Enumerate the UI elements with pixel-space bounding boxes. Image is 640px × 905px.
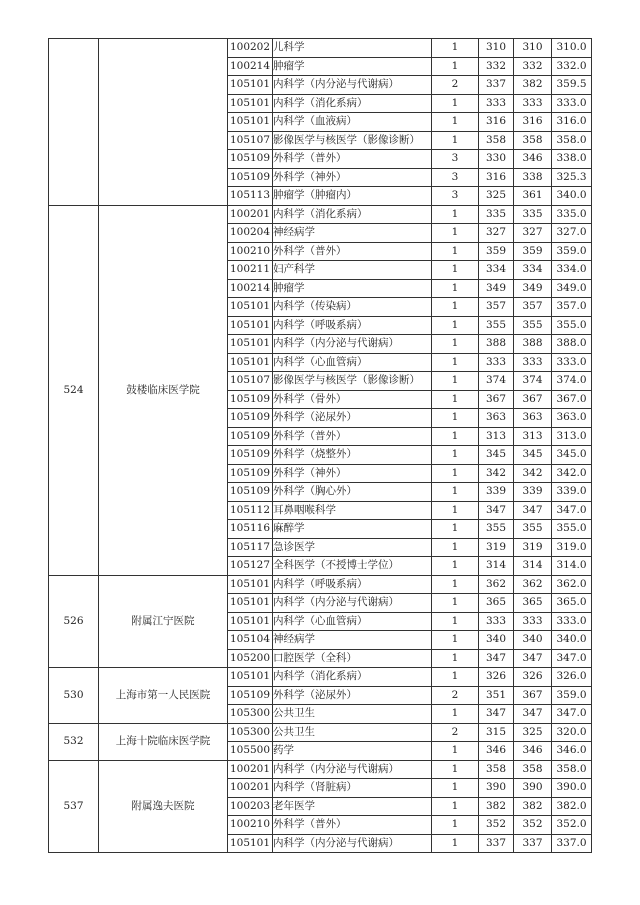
admitted-count-cell: 1	[432, 760, 479, 779]
major-name-cell: 外科学（普外）	[273, 427, 432, 446]
major-code-cell: 100203	[228, 797, 273, 816]
major-name-cell: 影像医学与核医学（影像诊断）	[273, 372, 432, 391]
max-score-cell: 359	[514, 242, 552, 261]
avg-score-cell: 357.0	[552, 298, 592, 317]
max-score-cell: 358	[514, 760, 552, 779]
admitted-count-cell: 1	[432, 390, 479, 409]
major-name-cell: 肿瘤学（肿瘤内）	[273, 187, 432, 206]
avg-score-cell: 347.0	[552, 705, 592, 724]
max-score-cell: 342	[514, 464, 552, 483]
admitted-count-cell: 1	[432, 557, 479, 576]
max-score-cell: 332	[514, 57, 552, 76]
admitted-count-cell: 1	[432, 298, 479, 317]
admitted-count-cell: 2	[432, 723, 479, 742]
max-score-cell: 346	[514, 150, 552, 169]
max-score-cell: 338	[514, 168, 552, 187]
min-score-cell: 365	[479, 594, 514, 613]
min-score-cell: 367	[479, 390, 514, 409]
min-score-cell: 316	[479, 168, 514, 187]
max-score-cell: 319	[514, 538, 552, 557]
major-code-cell: 105109	[228, 446, 273, 465]
major-name-cell: 内科学（内分泌与代谢病）	[273, 834, 432, 853]
major-code-cell: 105101	[228, 335, 273, 354]
max-score-cell: 325	[514, 723, 552, 742]
avg-score-cell: 365.0	[552, 594, 592, 613]
major-code-cell: 105101	[228, 298, 273, 317]
admitted-count-cell: 1	[432, 501, 479, 520]
avg-score-cell: 316.0	[552, 113, 592, 132]
avg-score-cell: 352.0	[552, 816, 592, 835]
major-code-cell: 105117	[228, 538, 273, 557]
major-name-cell: 神经病学	[273, 631, 432, 650]
major-name-cell: 内科学（内分泌与代谢病）	[273, 760, 432, 779]
major-name-cell: 内科学（心血管病）	[273, 353, 432, 372]
major-code-cell: 105101	[228, 594, 273, 613]
min-score-cell: 358	[479, 760, 514, 779]
avg-score-cell: 313.0	[552, 427, 592, 446]
min-score-cell: 346	[479, 742, 514, 761]
max-score-cell: 345	[514, 446, 552, 465]
avg-score-cell: 340.0	[552, 187, 592, 206]
major-code-cell: 105127	[228, 557, 273, 576]
table-row	[49, 723, 592, 742]
major-name-cell: 公共卫生	[273, 705, 432, 724]
max-score-cell: 355	[514, 520, 552, 539]
avg-score-cell: 326.0	[552, 668, 592, 687]
avg-score-cell: 333.0	[552, 353, 592, 372]
avg-score-cell: 349.0	[552, 279, 592, 298]
max-score-cell: 335	[514, 205, 552, 224]
min-score-cell: 316	[479, 113, 514, 132]
college-name-cell: 鼓楼临床医学院	[99, 205, 228, 575]
avg-score-cell: 342.0	[552, 464, 592, 483]
max-score-cell: 316	[514, 113, 552, 132]
unit-number-cell: 530	[49, 668, 99, 724]
avg-score-cell: 347.0	[552, 501, 592, 520]
major-name-cell: 儿科学	[273, 39, 432, 58]
avg-score-cell: 359.0	[552, 242, 592, 261]
major-code-cell: 100210	[228, 242, 273, 261]
admitted-count-cell: 1	[432, 834, 479, 853]
max-score-cell: 347	[514, 705, 552, 724]
min-score-cell: 390	[479, 779, 514, 798]
college-name-cell: 附属逸夫医院	[99, 760, 228, 853]
avg-score-cell: 347.0	[552, 649, 592, 668]
major-name-cell: 内科学（传染病）	[273, 298, 432, 317]
min-score-cell: 388	[479, 335, 514, 354]
min-score-cell: 315	[479, 723, 514, 742]
admitted-count-cell: 1	[432, 483, 479, 502]
table-row	[49, 39, 592, 58]
min-score-cell: 359	[479, 242, 514, 261]
min-score-cell: 355	[479, 520, 514, 539]
table-row	[49, 205, 592, 224]
max-score-cell: 367	[514, 686, 552, 705]
major-name-cell: 口腔医学（全科）	[273, 649, 432, 668]
major-name-cell: 外科学（骨外）	[273, 390, 432, 409]
admitted-count-cell: 1	[432, 372, 479, 391]
max-score-cell: 365	[514, 594, 552, 613]
major-code-cell: 100214	[228, 279, 273, 298]
major-name-cell: 外科学（神外）	[273, 168, 432, 187]
min-score-cell: 333	[479, 94, 514, 113]
max-score-cell: 333	[514, 353, 552, 372]
min-score-cell: 319	[479, 538, 514, 557]
avg-score-cell: 355.0	[552, 316, 592, 335]
avg-score-cell: 359.5	[552, 76, 592, 95]
major-name-cell: 麻醉学	[273, 520, 432, 539]
avg-score-cell: 310.0	[552, 39, 592, 58]
max-score-cell: 326	[514, 668, 552, 687]
major-code-cell: 100214	[228, 57, 273, 76]
min-score-cell: 374	[479, 372, 514, 391]
admitted-count-cell: 1	[432, 353, 479, 372]
avg-score-cell: 337.0	[552, 834, 592, 853]
min-score-cell: 335	[479, 205, 514, 224]
avg-score-cell: 390.0	[552, 779, 592, 798]
admitted-count-cell: 1	[432, 612, 479, 631]
max-score-cell: 382	[514, 76, 552, 95]
min-score-cell: 337	[479, 834, 514, 853]
min-score-cell: 314	[479, 557, 514, 576]
min-score-cell: 351	[479, 686, 514, 705]
avg-score-cell: 314.0	[552, 557, 592, 576]
table-body	[49, 39, 592, 853]
avg-score-cell: 339.0	[552, 483, 592, 502]
major-code-cell: 105101	[228, 612, 273, 631]
max-score-cell: 349	[514, 279, 552, 298]
avg-score-cell: 319.0	[552, 538, 592, 557]
admitted-count-cell: 1	[432, 594, 479, 613]
major-name-cell: 肿瘤学	[273, 57, 432, 76]
admitted-count-cell: 1	[432, 224, 479, 243]
major-name-cell: 药学	[273, 742, 432, 761]
major-name-cell: 内科学（内分泌与代谢病）	[273, 594, 432, 613]
max-score-cell: 388	[514, 335, 552, 354]
avg-score-cell: 332.0	[552, 57, 592, 76]
major-code-cell: 105113	[228, 187, 273, 206]
major-code-cell: 105101	[228, 316, 273, 335]
max-score-cell: 334	[514, 261, 552, 280]
avg-score-cell: 358.0	[552, 760, 592, 779]
max-score-cell: 363	[514, 409, 552, 428]
admitted-count-cell: 1	[432, 205, 479, 224]
max-score-cell: 340	[514, 631, 552, 650]
major-code-cell: 105101	[228, 113, 273, 132]
admitted-count-cell: 1	[432, 705, 479, 724]
max-score-cell: 358	[514, 131, 552, 150]
admitted-count-cell: 1	[432, 94, 479, 113]
major-code-cell: 100201	[228, 205, 273, 224]
major-name-cell: 内科学（消化系病）	[273, 668, 432, 687]
min-score-cell: 330	[479, 150, 514, 169]
admitted-count-cell: 1	[432, 464, 479, 483]
admitted-count-cell: 1	[432, 538, 479, 557]
min-score-cell: 334	[479, 261, 514, 280]
unit-number-cell: 532	[49, 723, 99, 760]
max-score-cell: 327	[514, 224, 552, 243]
major-name-cell: 肿瘤学	[273, 279, 432, 298]
avg-score-cell: 362.0	[552, 575, 592, 594]
admitted-count-cell: 1	[432, 520, 479, 539]
avg-score-cell: 333.0	[552, 612, 592, 631]
admitted-count-cell: 3	[432, 168, 479, 187]
admitted-count-cell: 1	[432, 409, 479, 428]
major-code-cell: 105109	[228, 150, 273, 169]
max-score-cell: 382	[514, 797, 552, 816]
min-score-cell: 332	[479, 57, 514, 76]
avg-score-cell: 388.0	[552, 335, 592, 354]
admitted-count-cell: 1	[432, 131, 479, 150]
admitted-count-cell: 1	[432, 742, 479, 761]
avg-score-cell: 334.0	[552, 261, 592, 280]
major-code-cell: 105109	[228, 168, 273, 187]
avg-score-cell: 374.0	[552, 372, 592, 391]
major-code-cell: 100210	[228, 816, 273, 835]
max-score-cell: 339	[514, 483, 552, 502]
major-name-cell: 外科学（普外）	[273, 150, 432, 169]
max-score-cell: 352	[514, 816, 552, 835]
min-score-cell: 310	[479, 39, 514, 58]
major-code-cell: 105109	[228, 686, 273, 705]
avg-score-cell: 345.0	[552, 446, 592, 465]
avg-score-cell: 333.0	[552, 94, 592, 113]
major-code-cell: 105300	[228, 723, 273, 742]
table-row	[49, 760, 592, 779]
min-score-cell: 355	[479, 316, 514, 335]
major-code-cell: 105109	[228, 390, 273, 409]
min-score-cell: 333	[479, 353, 514, 372]
admitted-count-cell: 3	[432, 187, 479, 206]
min-score-cell: 333	[479, 612, 514, 631]
major-code-cell: 100211	[228, 261, 273, 280]
major-code-cell: 105107	[228, 131, 273, 150]
avg-score-cell: 335.0	[552, 205, 592, 224]
max-score-cell: 355	[514, 316, 552, 335]
admitted-count-cell: 1	[432, 242, 479, 261]
college-name-cell: 附属江宁医院	[99, 575, 228, 668]
admitted-count-cell: 1	[432, 316, 479, 335]
avg-score-cell: 363.0	[552, 409, 592, 428]
major-code-cell: 105107	[228, 372, 273, 391]
max-score-cell: 347	[514, 649, 552, 668]
major-code-cell: 105101	[228, 575, 273, 594]
major-code-cell: 105101	[228, 834, 273, 853]
major-code-cell: 105101	[228, 94, 273, 113]
max-score-cell: 390	[514, 779, 552, 798]
max-score-cell: 310	[514, 39, 552, 58]
major-name-cell: 神经病学	[273, 224, 432, 243]
max-score-cell: 367	[514, 390, 552, 409]
max-score-cell: 361	[514, 187, 552, 206]
min-score-cell: 326	[479, 668, 514, 687]
max-score-cell: 314	[514, 557, 552, 576]
min-score-cell: 382	[479, 797, 514, 816]
admitted-count-cell: 1	[432, 797, 479, 816]
major-code-cell: 105109	[228, 483, 273, 502]
min-score-cell: 325	[479, 187, 514, 206]
avg-score-cell: 325.3	[552, 168, 592, 187]
major-name-cell: 内科学（内分泌与代谢病）	[273, 335, 432, 354]
max-score-cell: 313	[514, 427, 552, 446]
admitted-count-cell: 1	[432, 649, 479, 668]
major-name-cell: 外科学（泌尿外）	[273, 409, 432, 428]
min-score-cell: 357	[479, 298, 514, 317]
max-score-cell: 362	[514, 575, 552, 594]
major-name-cell: 外科学（胸心外）	[273, 483, 432, 502]
unit-number-cell: 524	[49, 205, 99, 575]
major-code-cell: 100201	[228, 760, 273, 779]
major-name-cell: 妇产科学	[273, 261, 432, 280]
max-score-cell: 333	[514, 94, 552, 113]
major-name-cell: 外科学（烧整外）	[273, 446, 432, 465]
min-score-cell: 327	[479, 224, 514, 243]
min-score-cell: 352	[479, 816, 514, 835]
min-score-cell: 340	[479, 631, 514, 650]
min-score-cell: 363	[479, 409, 514, 428]
max-score-cell: 347	[514, 501, 552, 520]
major-name-cell: 内科学（内分泌与代谢病）	[273, 76, 432, 95]
college-name-cell: 上海十院临床医学院	[99, 723, 228, 760]
max-score-cell: 337	[514, 834, 552, 853]
max-score-cell: 346	[514, 742, 552, 761]
major-name-cell: 内科学（呼吸系病）	[273, 575, 432, 594]
min-score-cell: 347	[479, 649, 514, 668]
admitted-count-cell: 1	[432, 668, 479, 687]
unit-number-cell: 526	[49, 575, 99, 668]
major-name-cell: 外科学（普外）	[273, 816, 432, 835]
admitted-count-cell: 1	[432, 779, 479, 798]
avg-score-cell: 340.0	[552, 631, 592, 650]
min-score-cell: 358	[479, 131, 514, 150]
admitted-count-cell: 1	[432, 446, 479, 465]
major-code-cell: 105101	[228, 668, 273, 687]
admitted-count-cell: 3	[432, 150, 479, 169]
major-name-cell: 外科学（普外）	[273, 242, 432, 261]
avg-score-cell: 327.0	[552, 224, 592, 243]
major-name-cell: 影像医学与核医学（影像诊断）	[273, 131, 432, 150]
avg-score-cell: 359.0	[552, 686, 592, 705]
min-score-cell: 349	[479, 279, 514, 298]
major-name-cell: 公共卫生	[273, 723, 432, 742]
min-score-cell: 313	[479, 427, 514, 446]
min-score-cell: 362	[479, 575, 514, 594]
max-score-cell: 374	[514, 372, 552, 391]
admitted-count-cell: 1	[432, 57, 479, 76]
admission-score-table	[48, 38, 592, 853]
major-code-cell: 105101	[228, 76, 273, 95]
max-score-cell: 333	[514, 612, 552, 631]
major-name-cell: 内科学（消化系病）	[273, 205, 432, 224]
avg-score-cell: 355.0	[552, 520, 592, 539]
admitted-count-cell: 2	[432, 686, 479, 705]
major-code-cell: 105300	[228, 705, 273, 724]
major-code-cell: 100201	[228, 779, 273, 798]
avg-score-cell: 320.0	[552, 723, 592, 742]
admitted-count-cell: 1	[432, 261, 479, 280]
major-code-cell: 105116	[228, 520, 273, 539]
major-name-cell: 急诊医学	[273, 538, 432, 557]
min-score-cell: 339	[479, 483, 514, 502]
min-score-cell: 337	[479, 76, 514, 95]
major-name-cell: 全科医学（不授博士学位）	[273, 557, 432, 576]
min-score-cell: 347	[479, 501, 514, 520]
admitted-count-cell: 1	[432, 575, 479, 594]
major-name-cell: 内科学（心血管病）	[273, 612, 432, 631]
admitted-count-cell: 1	[432, 335, 479, 354]
table-row	[49, 668, 592, 687]
admitted-count-cell: 1	[432, 39, 479, 58]
major-name-cell: 内科学（呼吸系病）	[273, 316, 432, 335]
admitted-count-cell: 1	[432, 427, 479, 446]
min-score-cell: 342	[479, 464, 514, 483]
table-row	[49, 575, 592, 594]
avg-score-cell: 338.0	[552, 150, 592, 169]
major-name-cell: 外科学（神外）	[273, 464, 432, 483]
admitted-count-cell: 1	[432, 113, 479, 132]
major-name-cell: 老年医学	[273, 797, 432, 816]
major-name-cell: 内科学（血液病）	[273, 113, 432, 132]
college-name-cell	[99, 39, 228, 206]
max-score-cell: 357	[514, 298, 552, 317]
college-name-cell: 上海市第一人民医院	[99, 668, 228, 724]
major-code-cell: 105104	[228, 631, 273, 650]
min-score-cell: 347	[479, 705, 514, 724]
major-code-cell: 105109	[228, 409, 273, 428]
major-code-cell: 105500	[228, 742, 273, 761]
avg-score-cell: 358.0	[552, 131, 592, 150]
major-name-cell: 内科学（消化系病）	[273, 94, 432, 113]
major-name-cell: 内科学（肾脏病）	[273, 779, 432, 798]
unit-number-cell	[49, 39, 99, 206]
major-code-cell: 100202	[228, 39, 273, 58]
admitted-count-cell: 1	[432, 631, 479, 650]
major-name-cell: 耳鼻咽喉科学	[273, 501, 432, 520]
avg-score-cell: 367.0	[552, 390, 592, 409]
admitted-count-cell: 2	[432, 76, 479, 95]
min-score-cell: 345	[479, 446, 514, 465]
major-code-cell: 105109	[228, 464, 273, 483]
avg-score-cell: 382.0	[552, 797, 592, 816]
major-code-cell: 105200	[228, 649, 273, 668]
avg-score-cell: 346.0	[552, 742, 592, 761]
major-code-cell: 105109	[228, 427, 273, 446]
admitted-count-cell: 1	[432, 279, 479, 298]
admitted-count-cell: 1	[432, 816, 479, 835]
unit-number-cell: 537	[49, 760, 99, 853]
major-code-cell: 100204	[228, 224, 273, 243]
major-name-cell: 外科学（泌尿外）	[273, 686, 432, 705]
major-code-cell: 105112	[228, 501, 273, 520]
major-code-cell: 105101	[228, 353, 273, 372]
